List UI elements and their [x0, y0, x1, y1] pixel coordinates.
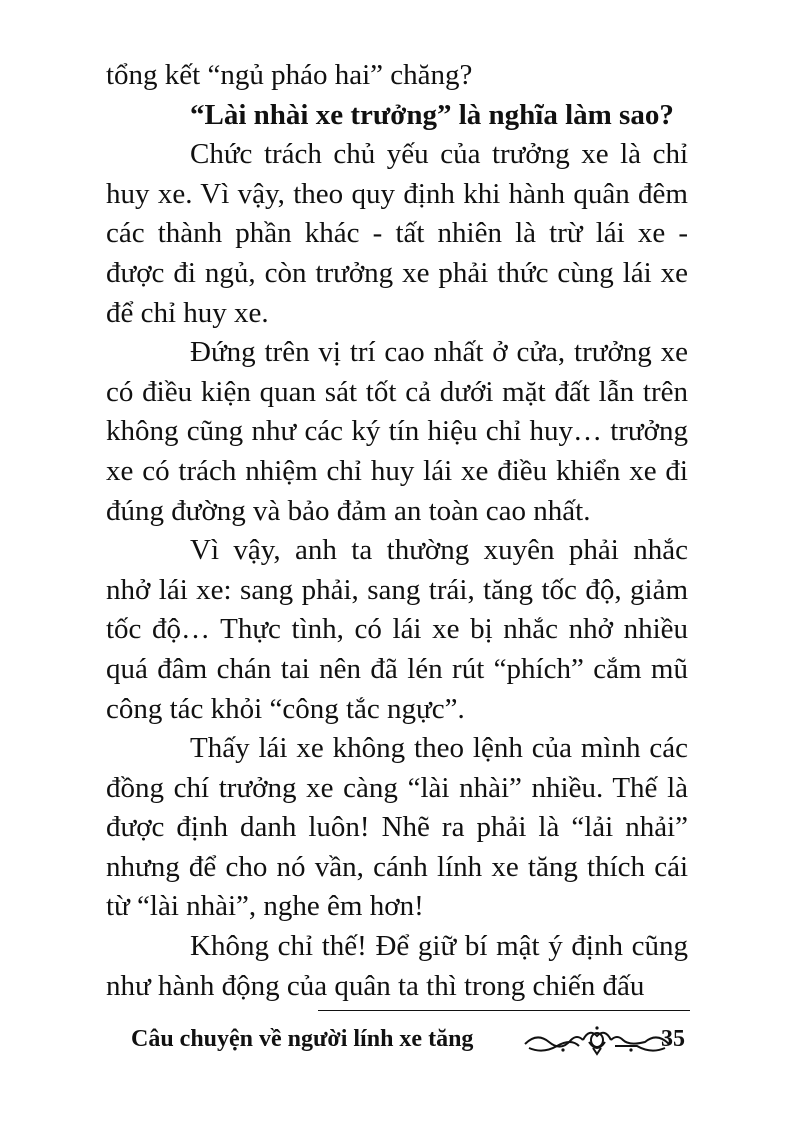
flourish-ornament-icon	[523, 1022, 671, 1062]
paragraph-4: Thấy lái xe không theo lệnh của mình các đồng chí trưởng xe càng “lài nhài” nhiều. Thế là được định danh luôn! Nhẽ ra phải là “lải nhải” nhưng để cho nó vần, cánh lính xe tăng thích cái từ “lài nhài”, nghe êm hơn!	[106, 732, 688, 923]
continuation-line: tổng kết “ngủ pháo hai” chăng?	[106, 59, 473, 91]
running-title: Câu chuyện về người lính xe tăng	[131, 1026, 474, 1052]
paragraph-3: Vì vậy, anh ta thường xuyên phải nhắc nhở lái xe: sang phải, sang trái, tăng tốc độ, giảm tốc độ… Thực tình, có lái xe bị nhắc nhở nhiều quá đâm chán tai nên đã lén rút “phích” cắm mũ công tác khỏi “công tắc ngực”.	[106, 534, 688, 725]
page-number: 35	[661, 1026, 685, 1052]
paragraph-2: Đứng trên vị trí cao nhất ở cửa, trưởng xe có điều kiện quan sát tốt cả dưới mặt đất lẫn trên không cũng như các ký tín hiệu chỉ huy… trưởng xe có trách nhiệm chỉ huy lái xe điều khiển xe đi đúng đường và bảo đảm an toàn cao nhất.	[106, 336, 688, 527]
footer-rule	[318, 1010, 690, 1011]
body-text	[106, 56, 688, 1006]
paragraph-1: Chức trách chủ yếu của trưởng xe là chỉ huy xe. Vì vậy, theo quy định khi hành quân đêm các thành phần khác - tất nhiên là trừ lái xe - được đi ngủ, còn trưởng xe phải thức cùng lái xe để chỉ huy xe.	[106, 138, 688, 329]
section-heading: “Lài nhài xe trưởng” là nghĩa làm sao?	[190, 98, 674, 131]
page-footer	[131, 1022, 691, 1062]
paragraph-5: Không chỉ thế! Để giữ bí mật ý định cũng như hành động của quân ta thì trong chiến đấu	[106, 930, 688, 1002]
